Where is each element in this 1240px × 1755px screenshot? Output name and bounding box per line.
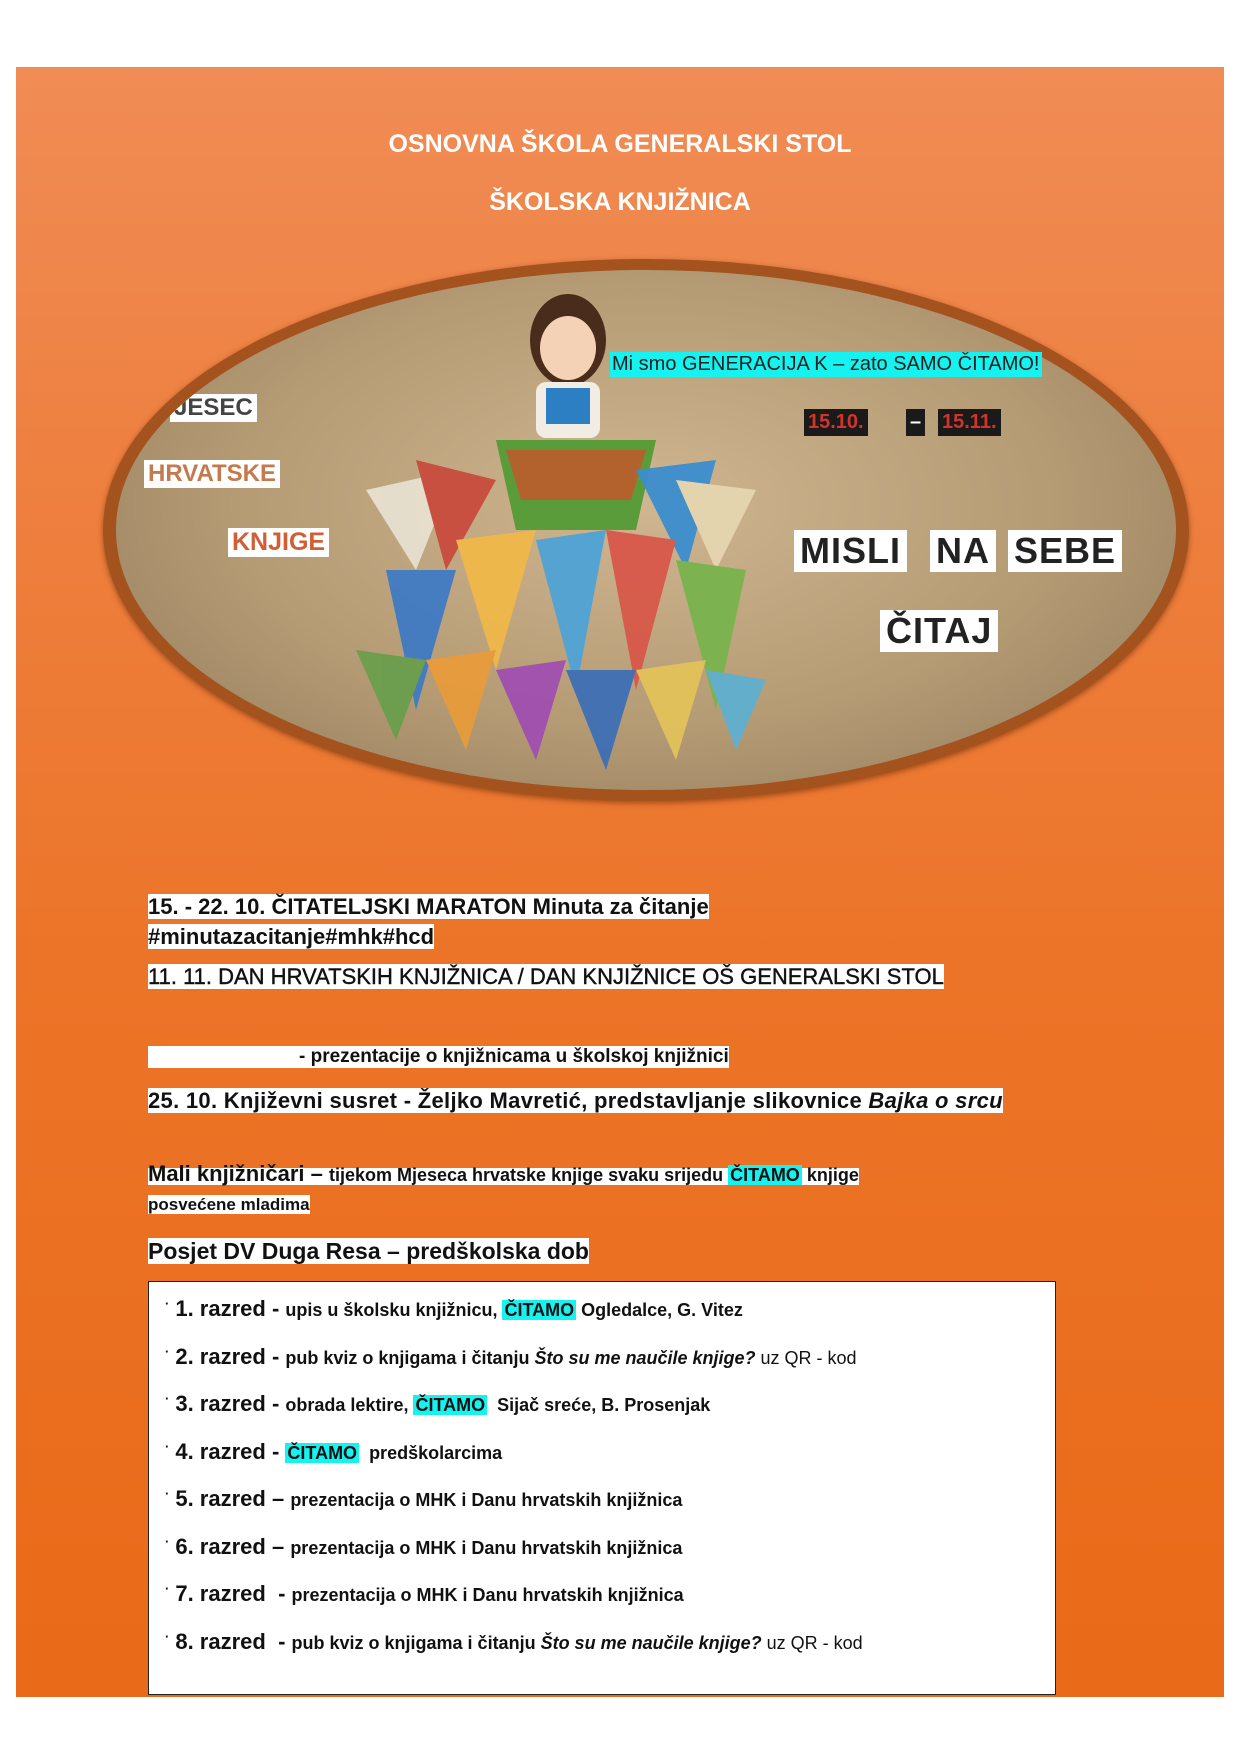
board-word: JESEC (170, 394, 257, 422)
grade-separator: – (265, 1533, 291, 1559)
grade-activity: pub kviz o knjigama i čitanju (285, 1347, 535, 1368)
quiz-title: Što su me naučile knjige? (534, 1347, 756, 1368)
bullet-icon: · (165, 1391, 170, 1406)
grade-activity: prezentacija o MHK i Danu hrvatskih knjižnica (290, 1537, 683, 1558)
little-librarians-event: Mali knjižničari – tijekom Mjeseca hrvatske knjige svaku srijedu ČITAMO knjige posvećene mladima (148, 1161, 859, 1214)
bullet-icon: · (165, 1438, 170, 1454)
grade-label: 5. razred (175, 1486, 266, 1511)
bullet-icon: · (165, 1486, 170, 1501)
qr-code-note: uz QR - kod (761, 1632, 863, 1653)
grade-activity-detail: Ogledalce, G. Vitez (576, 1300, 743, 1320)
photo-frame (103, 259, 1189, 801)
grade-row (165, 1296, 743, 1322)
school-name: OSNOVNA ŠKOLA GENERALSKI STOL (388, 130, 852, 158)
grade-label: 4. razred (175, 1438, 266, 1464)
grade-separator: - (265, 1343, 286, 1369)
grade-row (165, 1344, 857, 1370)
grade-row (165, 1629, 863, 1655)
kindergarten-visit-event: Posjet DV Duga Resa – predškolska dob (148, 1238, 589, 1264)
grade-label: 7. razred (175, 1581, 266, 1606)
grade-label: 3. razred (175, 1391, 266, 1416)
slogan: Mi smo GENERACIJA K – zato SAMO ČITAMO! (612, 353, 1040, 375)
grades-box (148, 1281, 1056, 1695)
literary-meeting-event: 25. 10. Književni susret - Željko Mavretić, predstavljanje slikovnice Bajka o srcu (148, 1088, 1003, 1113)
marathon-event: 15. - 22. 10. ČITATELJSKI MARATON Minuta za čitanje #minutazacitanje#mhk#hcd (148, 894, 709, 949)
grade-row (165, 1439, 502, 1465)
grade-label: 2. razred (175, 1343, 266, 1369)
bullet-icon: · (165, 1343, 170, 1359)
board-date-end: 15.11. (938, 409, 1001, 436)
grade-activity: prezentacija o MHK i Danu hrvatskih knjižnica (291, 1585, 684, 1605)
board-word: NA (930, 530, 996, 572)
grade-label: 6. razred (175, 1533, 266, 1559)
grade-row (165, 1391, 710, 1417)
library-day-presentations: - prezentacije o knjižnicama u školskoj knjižnici (148, 1046, 797, 1068)
bullet-icon: · (165, 1533, 170, 1549)
grade-separator: - (265, 1438, 286, 1464)
grade-separator: - (265, 1581, 292, 1606)
grade-activity: obrada lektire, (285, 1395, 414, 1415)
grade-activity-detail: predškolarcima (359, 1442, 503, 1463)
board-word: KNJIGE (228, 528, 329, 557)
grade-row (165, 1534, 682, 1560)
grade-activity: pub kviz o knjigama i čitanju (291, 1632, 541, 1653)
bullet-icon: · (165, 1581, 170, 1596)
grade-row (165, 1486, 682, 1512)
board-word: HRVATSKE (144, 460, 280, 488)
grade-activity: upis u školsku knjižnicu, (285, 1300, 503, 1320)
board-date-start: 15.10. (804, 409, 868, 436)
citamo-highlight: ČITAMO (287, 1442, 358, 1463)
board-word: SEBE (1008, 530, 1122, 572)
board-word: MISLI (794, 530, 907, 572)
library-day-event: 11. 11. DAN HRVATSKIH KNJIŽNICA / DAN KNJIŽNICE OŠ GENERALSKI STOL (148, 964, 944, 989)
bullet-icon: · (165, 1296, 170, 1311)
grade-label: 1. razred (175, 1296, 266, 1321)
grade-separator: - (265, 1391, 286, 1416)
grade-label: 8. razred (175, 1628, 266, 1654)
library-title: ŠKOLSKA KNJIŽNICA (489, 188, 751, 216)
bullet-icon: · (165, 1628, 170, 1644)
bulletin-board-photo (116, 270, 1176, 790)
board-word: ČITAJ (880, 610, 998, 652)
citamo-highlight: ČITAMO (504, 1300, 575, 1320)
grade-activity: prezentacija o MHK i Danu hrvatskih knjižnica (290, 1490, 683, 1510)
grade-row (165, 1581, 684, 1607)
grade-separator: - (265, 1296, 286, 1321)
quiz-title: Što su me naučile knjige? (540, 1632, 762, 1653)
citamo-highlight: ČITAMO (730, 1165, 800, 1185)
grade-activity-detail: Sijač sreće, B. Prosenjak (487, 1395, 711, 1415)
grade-separator: - (265, 1628, 292, 1654)
board-date-dash: – (906, 409, 925, 436)
grade-separator: – (265, 1486, 291, 1511)
citamo-highlight: ČITAMO (415, 1395, 486, 1415)
qr-code-note: uz QR - kod (755, 1347, 857, 1368)
